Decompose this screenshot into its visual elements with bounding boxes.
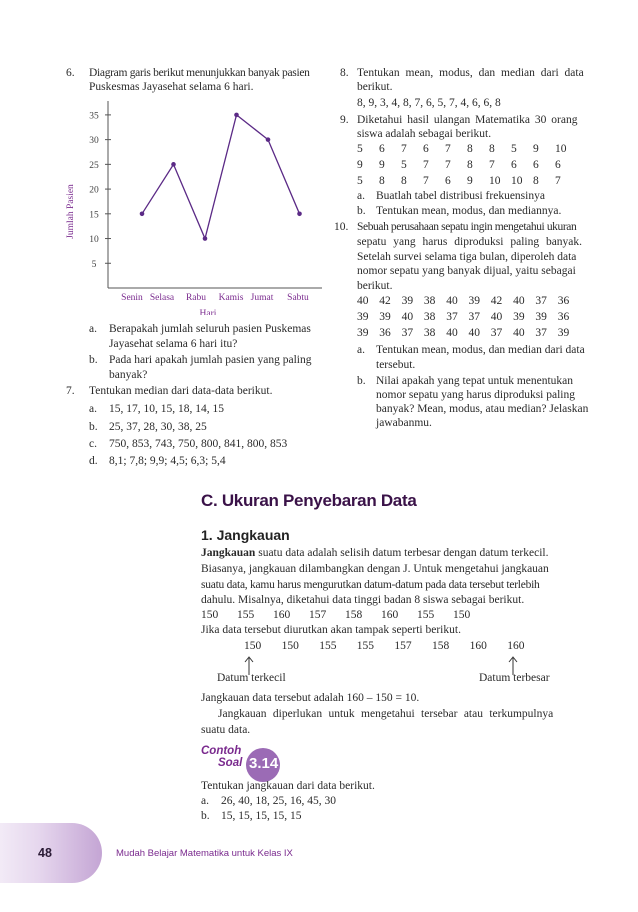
q6-text-line1: Diagram garis berikut menunjukkan banyak pasien <box>89 67 310 79</box>
height-data-value: 157 <box>309 609 327 621</box>
q10-data-value: 37 <box>490 327 503 339</box>
y-tick-label: 25 <box>89 160 99 171</box>
page-number: 48 <box>38 846 52 860</box>
x-tick-label: Jumat <box>250 293 274 303</box>
q9-data-value: 6 <box>379 143 385 155</box>
sorted-data-value: 150 <box>244 640 262 652</box>
paragraph-line2: suatu data, kamu harus mengurutkan datum-datum pada data tersebut terlebih <box>201 579 540 591</box>
y-tick-label: 35 <box>89 111 99 122</box>
y-tick-label: 10 <box>89 235 99 246</box>
q10-data-value: 37 <box>401 327 414 339</box>
data-point <box>234 113 239 118</box>
q10-data-value: 38 <box>423 327 436 339</box>
q7b-text: 25, 37, 28, 30, 38, 25 <box>109 421 207 433</box>
q10a-text-line2: tersebut. <box>376 359 416 371</box>
q7-number: 7. <box>66 385 75 397</box>
q10-data-value: 36 <box>557 311 570 323</box>
q6b-text-line1: Pada hari apakah jumlah pasien yang paling <box>109 354 312 366</box>
q9-data-value: 8 <box>489 143 495 155</box>
sorted-data-value: 160 <box>469 640 487 652</box>
q9-data-value: 8 <box>533 175 539 187</box>
example-number: 3.14 <box>249 755 279 772</box>
q10-data-value: 39 <box>535 311 547 323</box>
q9-data-value: 5 <box>511 143 517 155</box>
q10a-label: a. <box>357 344 365 356</box>
q6a-text-line1: Berapakah jumlah seluruh pasien Puskemas <box>109 323 311 335</box>
sorted-intro: Jika data tersebut diurutkan akan tampak seperti berikut. <box>201 624 461 636</box>
q10-data-value: 40 <box>513 295 525 307</box>
sorted-data-value: 160 <box>507 640 525 652</box>
q9-data-value: 10 <box>489 175 501 187</box>
q9-text-line1: Diketahui hasil ulangan Matematika 30 orang <box>357 114 578 126</box>
q10-data-value: 40 <box>468 327 480 339</box>
q9-data-value: 6 <box>511 159 517 171</box>
q9-data-value: 7 <box>423 159 429 171</box>
q9-data-value: 7 <box>401 143 407 155</box>
jangkauan-term: Jangkauan <box>201 547 256 559</box>
x-axis-label: Hari <box>199 309 217 315</box>
q8-number: 8. <box>340 67 349 79</box>
sorted-data-value: 155 <box>356 640 375 652</box>
q8-text-line2: berikut. <box>357 81 393 93</box>
example-b-label: b. <box>201 810 210 822</box>
q9-data-value: 9 <box>379 159 385 171</box>
x-tick-label: Sabtu <box>287 293 309 303</box>
q9a-text: Buatlah tabel distribusi frekuensinya <box>376 190 545 202</box>
example-b-text: 15, 15, 15, 15, 15 <box>221 810 302 822</box>
example-text: Tentukan jangkauan dari data berikut. <box>201 780 375 792</box>
example-a-label: a. <box>201 795 209 807</box>
q9-data-value: 7 <box>445 143 451 155</box>
q10-data-value: 39 <box>357 311 369 323</box>
q10-data-value: 37 <box>535 295 547 307</box>
q6b-label: b. <box>89 354 98 366</box>
q6-number: 6. <box>66 67 75 79</box>
y-tick-label: 20 <box>89 185 99 196</box>
q10-data-value: 36 <box>557 295 570 307</box>
height-data-value: 158 <box>345 609 363 621</box>
paragraph2-line2: suatu data. <box>201 724 251 736</box>
height-data-value: 150 <box>201 609 219 621</box>
q10-text-line3: Setelah survei selama tiga bulan, diperoleh data <box>357 251 577 263</box>
q7d-label: d. <box>89 455 98 467</box>
q9-data-value: 9 <box>533 143 539 155</box>
range-result: Jangkauan data tersebut adalah 160 – 150 = 10. <box>201 692 420 704</box>
q10-data-value: 39 <box>357 327 369 339</box>
y-tick-label: 15 <box>89 210 99 221</box>
q7a-text: 15, 17, 10, 15, 18, 14, 15 <box>109 403 224 415</box>
x-tick-label: Senin <box>121 293 143 303</box>
book-title: Mudah Belajar Matematika untuk Kelas IX <box>116 848 293 859</box>
q10-data-value: 36 <box>379 327 391 339</box>
q10b-label: b. <box>357 375 366 387</box>
q10-data-value: 39 <box>401 295 414 307</box>
jangkauan-definition <box>201 547 549 559</box>
q10-data-value: 42 <box>379 295 391 307</box>
data-point <box>140 212 145 217</box>
q9-text-line2: siswa adalah sebagai berikut. <box>357 128 492 140</box>
q9-data-value: 10 <box>555 143 567 155</box>
q10-data-value: 40 <box>357 295 369 307</box>
q9-data-value: 7 <box>423 175 429 187</box>
q9-data-value: 6 <box>533 159 539 171</box>
q9-data-value: 7 <box>489 159 495 171</box>
q10b-text-line2: nomor sepatu yang harus diproduksi paling <box>376 389 575 401</box>
x-tick-label: Kamis <box>218 293 244 303</box>
q10-data-value: 40 <box>446 295 458 307</box>
data-point <box>203 236 208 241</box>
paragraph-line3: dahulu. Misalnya, diketahui data tinggi badan 8 siswa sebagai berikut. <box>201 594 525 606</box>
q9-data-value: 5 <box>357 143 363 155</box>
q7-text: Tentukan median dari data-data berikut. <box>89 385 273 397</box>
example-word1: Contoh <box>201 745 242 757</box>
height-data-value: 150 <box>453 609 471 621</box>
series-line <box>142 115 300 239</box>
q9b-text: Tentukan mean, modus, dan mediannya. <box>376 205 562 217</box>
q10-data-value: 40 <box>446 327 458 339</box>
q6a-text-line2: Jayasehat selama 6 hari itu? <box>109 338 238 350</box>
q9-data-value: 6 <box>423 143 429 155</box>
datum-terkecil-label: Datum terkecil <box>217 672 286 684</box>
q10-data-value: 38 <box>423 311 436 323</box>
sorted-data-value: 157 <box>394 640 412 652</box>
q10-data-value: 38 <box>423 295 436 307</box>
q10-text-line1: Sebuah perusahaan sepatu ingin mengetahui ukuran <box>357 221 577 233</box>
q9-data-value: 7 <box>555 175 561 187</box>
height-data-value: 160 <box>273 609 291 621</box>
q6-text-line2: Puskesmas Jayasehat selama 6 hari. <box>89 81 254 93</box>
q10-text-line4: nomor sepatu yang banyak dijual, yaitu sebagai <box>357 265 576 277</box>
y-tick-label: 30 <box>89 136 99 147</box>
q9b-label: b. <box>357 205 366 217</box>
q8-text-line1: Tentukan mean, modus, dan median dari data <box>357 67 584 79</box>
data-point <box>171 162 176 167</box>
q9a-label: a. <box>357 190 365 202</box>
q7b-label: b. <box>89 421 98 433</box>
q9-data-value: 9 <box>357 159 363 171</box>
jangkauan-definition-rest: suatu data adalah selisih datum terbesar dengan datum terkecil. <box>255 547 549 559</box>
q9-data-value: 8 <box>467 159 473 171</box>
q10-data-value: 40 <box>401 311 414 323</box>
sorted-data-value: 150 <box>281 640 299 652</box>
y-axis-label: Jumlah Pasien <box>66 184 76 239</box>
q10-data-value: 40 <box>513 327 525 339</box>
q10-text-line2: sepatu yang harus diproduksi paling banyak. <box>357 236 583 248</box>
q9-data-value: 5 <box>401 159 407 171</box>
q10-data-value: 40 <box>490 311 503 323</box>
sorted-data-value: 158 <box>432 640 450 652</box>
datum-terbesar-label: Datum terbesar <box>479 672 550 684</box>
q10-data-value: 39 <box>468 295 480 307</box>
q7c-text: 750, 853, 743, 750, 800, 841, 800, 853 <box>109 438 288 450</box>
q7c-label: c. <box>89 438 97 450</box>
section-heading: C. Ukuran Penyebaran Data <box>201 491 417 510</box>
subsection-heading: 1. Jangkauan <box>201 527 290 543</box>
q9-data-value: 8 <box>379 175 385 187</box>
q9-data-value: 7 <box>445 159 451 171</box>
q6b-text-line2: banyak? <box>109 369 148 381</box>
q7d-text: 8,1; 7,8; 9,9; 4,5; 6,3; 5,4 <box>109 455 226 467</box>
q10b-text-line3: banyak? Mean, modus, atau median? Jelaskan <box>376 403 589 415</box>
q10-data-value: 37 <box>468 311 480 323</box>
q10a-text-line1: Tentukan mean, modus, dan median dari data <box>376 344 585 356</box>
q9-data-value: 10 <box>511 175 523 187</box>
q10-data-value: 39 <box>379 311 391 323</box>
q10-data-value: 39 <box>513 311 525 323</box>
q10-data-value: 37 <box>535 327 547 339</box>
y-tick-label: 5 <box>91 259 97 270</box>
height-data-value: 155 <box>237 609 255 621</box>
paragraph2-line1: Jangkauan diperlukan untuk mengetahui tersebar atau terkumpulnya <box>218 708 554 720</box>
paragraph-line1: Biasanya, jangkauan dilambangkan dengan J. Untuk mengetahui jangkauan <box>201 563 549 575</box>
q8-data: 8, 9, 3, 4, 8, 7, 6, 5, 7, 4, 6, 6, 8 <box>357 97 501 109</box>
q9-data-value: 6 <box>555 159 561 171</box>
height-data-value: 155 <box>417 609 435 621</box>
x-tick-label: Selasa <box>149 293 175 303</box>
q9-data-value: 6 <box>445 175 451 187</box>
q6a-label: a. <box>89 323 97 335</box>
q9-data-value: 5 <box>357 175 363 187</box>
example-word2: Soal <box>218 757 243 769</box>
q10-data-value: 42 <box>490 295 503 307</box>
q7a-label: a. <box>89 403 97 415</box>
height-data-value: 160 <box>381 609 399 621</box>
q9-data-value: 8 <box>467 143 473 155</box>
data-point <box>266 137 271 142</box>
q10-text-line5: berikut. <box>357 280 393 292</box>
q10-number: 10. <box>334 221 349 233</box>
q10-data-value: 39 <box>557 327 570 339</box>
q9-data-value: 9 <box>467 175 473 187</box>
example-a-text: 26, 40, 18, 25, 16, 45, 30 <box>221 795 336 807</box>
patient-line-chart <box>60 95 330 315</box>
q9-number: 9. <box>340 114 349 126</box>
q9-data-value: 8 <box>401 175 407 187</box>
data-point <box>297 212 302 217</box>
q10b-text-line1: Nilai apakah yang tepat untuk menentukan <box>376 375 574 387</box>
x-tick-label: Rabu <box>185 293 207 303</box>
sorted-data-value: 155 <box>319 640 337 652</box>
q10-data-value: 37 <box>446 311 458 323</box>
q10b-text-line4: jawabanmu. <box>376 417 432 429</box>
